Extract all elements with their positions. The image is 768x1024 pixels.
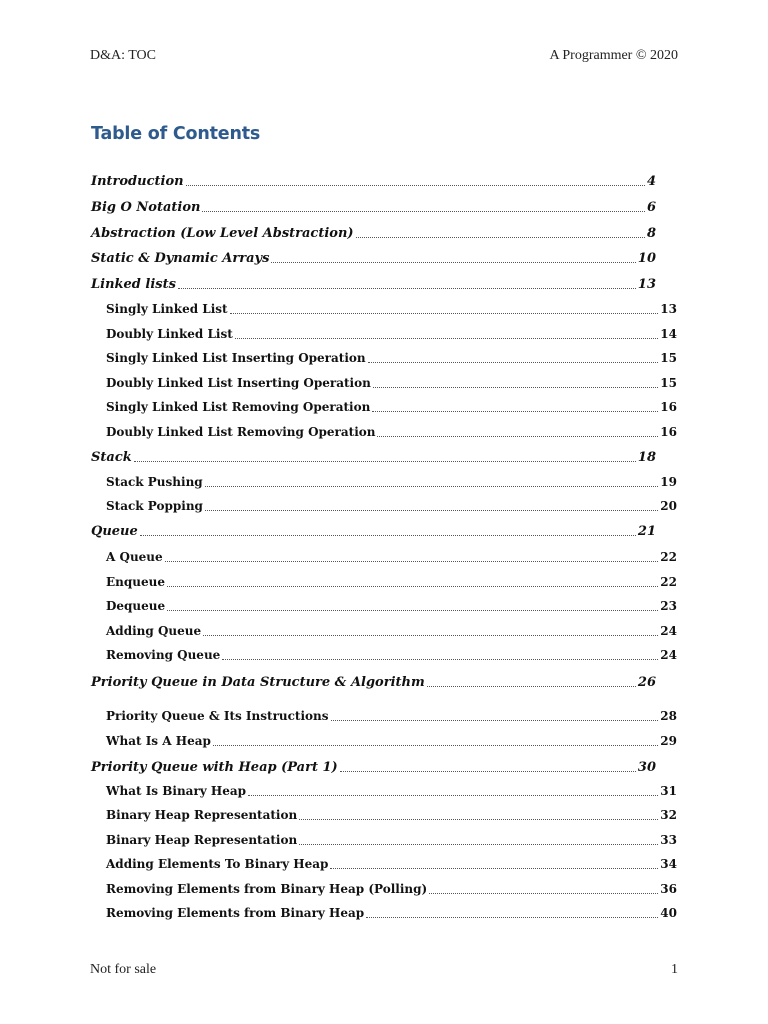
page-header bbox=[90, 46, 678, 66]
toc-entry-label: Stack Popping bbox=[106, 499, 203, 513]
toc-entry-label: Priority Queue in Data Structure & Algorithm bbox=[91, 675, 425, 690]
footer-left-text: Not for sale bbox=[90, 962, 157, 977]
toc-entry-page: 13 bbox=[660, 302, 677, 316]
toc-entry-label: Singly Linked List bbox=[106, 302, 228, 316]
toc-entry-label: Introduction bbox=[91, 174, 184, 189]
dot-leader bbox=[248, 795, 658, 796]
toc-entry-label: Adding Queue bbox=[106, 624, 202, 638]
toc-entry-page: 16 bbox=[660, 425, 677, 439]
toc-entry[interactable] bbox=[106, 784, 677, 798]
dot-leader bbox=[330, 868, 658, 869]
dot-leader bbox=[205, 510, 658, 511]
page-footer bbox=[90, 961, 678, 979]
toc-entry[interactable] bbox=[106, 906, 677, 920]
toc-entry-label: Removing Queue bbox=[106, 648, 221, 662]
dot-leader bbox=[377, 436, 658, 437]
toc-entry[interactable] bbox=[106, 599, 677, 613]
toc-entry-page: 24 bbox=[660, 648, 677, 662]
dot-leader bbox=[134, 461, 636, 462]
toc-entry-page: 14 bbox=[660, 327, 677, 341]
dot-leader bbox=[235, 338, 659, 339]
dot-leader bbox=[356, 237, 645, 238]
toc-entry[interactable] bbox=[91, 760, 656, 775]
toc-entry-page: 33 bbox=[660, 833, 677, 847]
toc-entry-page: 13 bbox=[637, 277, 656, 292]
toc-entry[interactable] bbox=[106, 425, 677, 439]
toc-entry-page: 15 bbox=[660, 351, 677, 365]
toc-entry[interactable] bbox=[91, 277, 656, 292]
toc-entry-label: Doubly Linked List Inserting Operation bbox=[106, 376, 371, 390]
toc-entry-page: 29 bbox=[660, 734, 677, 748]
dot-leader bbox=[165, 561, 659, 562]
toc-entry[interactable] bbox=[106, 499, 677, 513]
toc-entry-page: 24 bbox=[660, 624, 677, 638]
dot-leader bbox=[373, 387, 659, 388]
toc-entry[interactable] bbox=[106, 833, 677, 847]
toc-entry-label: Big O Notation bbox=[91, 200, 201, 215]
toc-entry[interactable] bbox=[106, 550, 677, 564]
dot-leader bbox=[203, 635, 658, 636]
toc-entry-label: Removing Elements from Binary Heap bbox=[106, 906, 365, 920]
toc-entry[interactable] bbox=[106, 302, 677, 316]
toc-entry[interactable] bbox=[106, 400, 677, 414]
toc-entry[interactable] bbox=[106, 351, 677, 365]
toc-entry-label: What Is Binary Heap bbox=[106, 784, 247, 798]
toc-entry-page: 23 bbox=[660, 599, 677, 613]
toc-entry-label: Dequeue bbox=[106, 599, 166, 613]
dot-leader bbox=[230, 313, 659, 314]
toc-entry-page: 31 bbox=[660, 784, 677, 798]
toc-entry-page: 6 bbox=[646, 200, 656, 215]
toc-entry[interactable] bbox=[106, 857, 677, 871]
toc-entry[interactable] bbox=[106, 882, 677, 896]
dot-leader bbox=[331, 720, 659, 721]
dot-leader bbox=[372, 411, 658, 412]
toc-entry-label: Doubly Linked List Removing Operation bbox=[106, 425, 376, 439]
toc-entry[interactable] bbox=[106, 648, 677, 662]
toc-entry[interactable] bbox=[106, 327, 677, 341]
toc-entry-label: Enqueue bbox=[106, 575, 165, 589]
toc-entry-label: Binary Heap Representation bbox=[106, 833, 298, 847]
toc-entry-page: 26 bbox=[637, 675, 656, 690]
toc-entry-page: 22 bbox=[660, 550, 677, 564]
dot-leader bbox=[178, 288, 636, 289]
toc-entry-page: 40 bbox=[660, 906, 677, 920]
toc-entry-page: 32 bbox=[660, 808, 677, 822]
toc-entry[interactable] bbox=[91, 675, 656, 690]
toc-title: Table of Contents bbox=[91, 124, 261, 144]
dot-leader bbox=[366, 917, 658, 918]
dot-leader bbox=[167, 610, 658, 611]
toc-entry-label: Doubly Linked List bbox=[106, 327, 233, 341]
toc-entry-page: 28 bbox=[660, 709, 677, 723]
dot-leader bbox=[186, 185, 645, 186]
toc-entry-label: Linked lists bbox=[91, 277, 176, 292]
toc-entry-page: 34 bbox=[660, 857, 677, 871]
toc-entry-page: 19 bbox=[660, 475, 677, 489]
toc-entry-label: Queue bbox=[91, 524, 138, 539]
dot-leader bbox=[299, 844, 658, 845]
toc-entry-label: What Is A Heap bbox=[106, 734, 211, 748]
toc-entry-label: Priority Queue with Heap (Part 1) bbox=[91, 760, 338, 775]
dot-leader bbox=[202, 211, 645, 212]
toc-entry-page: 10 bbox=[637, 251, 656, 266]
toc-entry-label: A Queue bbox=[106, 550, 163, 564]
dot-leader bbox=[167, 586, 658, 587]
dot-leader bbox=[429, 893, 658, 894]
toc-entry[interactable] bbox=[91, 200, 656, 215]
toc-entry[interactable] bbox=[106, 475, 677, 489]
toc-entry[interactable] bbox=[106, 734, 677, 748]
dot-leader bbox=[340, 771, 636, 772]
header-right-text: A Programmer © 2020 bbox=[549, 48, 678, 63]
toc-entry-page: 15 bbox=[660, 376, 677, 390]
toc-entry[interactable] bbox=[91, 174, 656, 189]
toc-entry-page: 21 bbox=[637, 524, 656, 539]
toc-entry[interactable] bbox=[91, 251, 656, 266]
toc-entry-label: Singly Linked List Removing Operation bbox=[106, 400, 371, 414]
toc-entry[interactable] bbox=[106, 709, 677, 723]
toc-entry-label: Adding Elements To Binary Heap bbox=[106, 857, 329, 871]
toc-entry-label: Stack Pushing bbox=[106, 475, 203, 489]
toc-entry-page: 22 bbox=[660, 575, 677, 589]
toc-entry-label: Stack bbox=[91, 450, 132, 465]
toc-entry[interactable] bbox=[91, 226, 656, 241]
toc-entry-label: Static & Dynamic Arrays bbox=[91, 251, 270, 266]
toc-entry-page: 18 bbox=[637, 450, 656, 465]
toc-entry-page: 16 bbox=[660, 400, 677, 414]
toc-entry[interactable] bbox=[106, 575, 677, 589]
toc-entry[interactable] bbox=[106, 808, 677, 822]
dot-leader bbox=[427, 686, 636, 687]
header-left-text: D&A: TOC bbox=[90, 48, 156, 63]
toc-entry-label: Abstraction (Low Level Abstraction) bbox=[91, 226, 354, 241]
toc-entry-label: Priority Queue & Its Instructions bbox=[106, 709, 329, 723]
toc-entry-page: 20 bbox=[660, 499, 677, 513]
toc-entry[interactable] bbox=[106, 376, 677, 390]
dot-leader bbox=[140, 535, 636, 536]
dot-leader bbox=[299, 819, 658, 820]
toc-entry-label: Binary Heap Representation bbox=[106, 808, 298, 822]
page-number: 1 bbox=[671, 962, 678, 977]
dot-leader bbox=[213, 745, 658, 746]
toc-entry[interactable] bbox=[91, 524, 656, 539]
toc-entry-label: Singly Linked List Inserting Operation bbox=[106, 351, 366, 365]
dot-leader bbox=[271, 262, 636, 263]
toc-entry-label: Removing Elements from Binary Heap (Polling) bbox=[106, 882, 428, 896]
toc-entry-page: 8 bbox=[646, 226, 656, 241]
toc-entry[interactable] bbox=[106, 624, 677, 638]
dot-leader bbox=[222, 659, 658, 660]
dot-leader bbox=[368, 362, 659, 363]
toc-entry[interactable] bbox=[91, 450, 656, 465]
toc-entry-page: 4 bbox=[646, 174, 656, 189]
dot-leader bbox=[205, 486, 659, 487]
toc-entry-page: 30 bbox=[637, 760, 656, 775]
toc-entry-page: 36 bbox=[660, 882, 677, 896]
